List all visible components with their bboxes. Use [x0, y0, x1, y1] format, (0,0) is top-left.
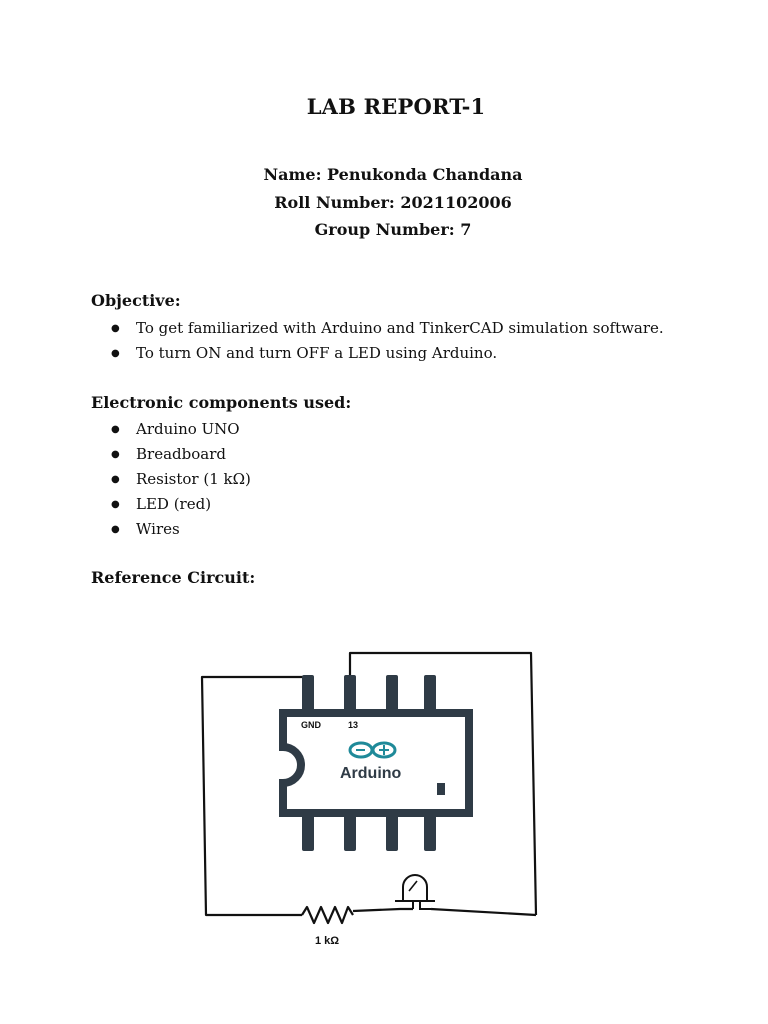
reference-circuit-diagram — [195, 645, 545, 950]
group-number: Group Number: 7 — [314, 220, 472, 239]
components-heading: Electronic components used: — [91, 393, 352, 412]
objective-list — [111, 316, 664, 366]
list-item: ● LED (red) — [111, 492, 251, 517]
arduino-chip — [283, 675, 469, 851]
list-item: ● To turn ON and turn OFF a LED using Arduino. — [111, 341, 664, 366]
components-list — [111, 417, 251, 542]
arduino-chip-label: Arduino — [340, 765, 402, 782]
resistor-label: 1 kΩ — [315, 935, 340, 947]
resistor-symbol — [302, 907, 353, 923]
pin-13-label: 13 — [348, 720, 359, 730]
list-item: ● Arduino UNO — [111, 417, 251, 442]
report-title: LAB REPORT-1 — [306, 94, 486, 119]
objective-heading: Objective: — [91, 291, 181, 310]
gnd-pin-label: GND — [301, 720, 321, 730]
chip-pins-top — [302, 675, 436, 713]
student-info — [0, 161, 768, 244]
student-name: Name: Penukonda Chandana — [263, 165, 523, 184]
wire-led-return — [431, 909, 536, 915]
roll-number: Roll Number: 2021102006 — [274, 192, 512, 212]
wire-resistor-to-led — [353, 909, 413, 911]
list-item: ● Resistor (1 kΩ) — [111, 467, 251, 492]
list-item: ● Breadboard — [111, 442, 251, 467]
chip-dot — [437, 783, 445, 795]
reference-circuit-heading: Reference Circuit: — [91, 568, 256, 587]
chip-pins-bottom — [302, 813, 436, 851]
list-item: ● To get familiarized with Arduino and TinkerCAD simulation software. — [111, 316, 664, 341]
led-symbol — [395, 875, 435, 909]
list-item: ● Wires — [111, 517, 251, 542]
